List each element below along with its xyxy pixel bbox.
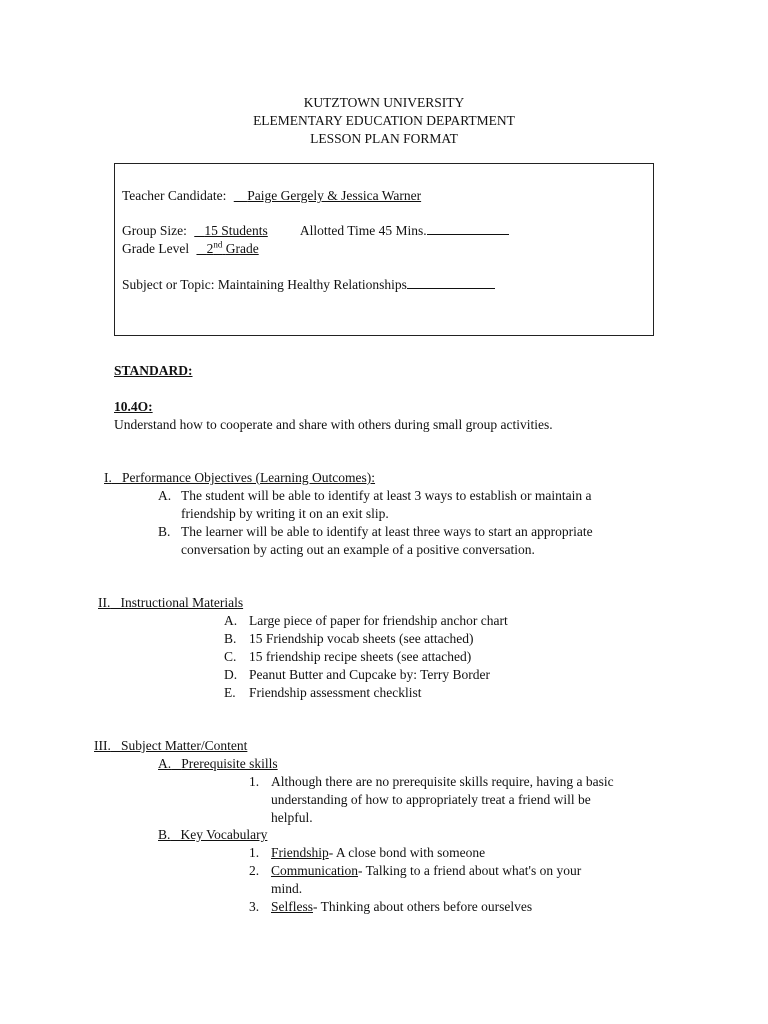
header-department: ELEMENTARY EDUCATION DEPARTMENT: [253, 113, 515, 128]
standard-heading: STANDARD:: [114, 363, 193, 378]
material-text: Friendship assessment checklist: [249, 685, 422, 700]
objective-text: The student will be able to identify at least 3 ways to establish or maintain a: [181, 488, 592, 503]
section2-number: II.: [98, 595, 111, 610]
vocabulary-title: Key Vocabulary: [180, 827, 268, 842]
vocab-marker: 1.: [249, 845, 260, 860]
vocabulary-marker: B.: [158, 827, 171, 842]
objective-marker: A.: [158, 488, 172, 503]
header-format: LESSON PLAN FORMAT: [310, 131, 458, 146]
material-text: Peanut Butter and Cupcake by: Terry Border: [249, 667, 490, 682]
grade-word: Grade: [225, 241, 259, 256]
header-university: KUTZTOWN UNIVERSITY: [303, 95, 465, 110]
grade-row: [122, 240, 315, 258]
vocab-entry: [271, 862, 581, 880]
grade-label: Grade Level: [122, 241, 190, 256]
teacher-label: Teacher Candidate:: [122, 188, 227, 203]
subject-row: [122, 276, 495, 294]
vocab-entry: [271, 844, 485, 862]
prerequisite-heading: [158, 755, 278, 773]
section3-number: III.: [94, 738, 111, 753]
prerequisite-item-text: helpful.: [271, 810, 313, 825]
teacher-name: Paige Gergely & Jessica Warner: [247, 188, 422, 203]
prerequisite-marker: A.: [158, 756, 172, 771]
material-marker: C.: [224, 649, 237, 664]
material-text: 15 friendship recipe sheets (see attached): [249, 649, 472, 664]
vocab-definition: - Thinking about others before ourselves: [313, 899, 533, 914]
material-marker: A.: [224, 613, 238, 628]
section2-heading: [98, 594, 243, 612]
section1-title: Performance Objectives (Learning Outcomes):: [122, 470, 376, 485]
group-size: 15 Students: [204, 223, 268, 238]
vocabulary-heading: [158, 826, 267, 844]
vocab-term: Selfless: [271, 899, 313, 914]
subject-blank: [407, 276, 495, 289]
section1-heading: [104, 469, 375, 487]
teacher-row: [122, 187, 582, 205]
vocab-definition: - A close bond with someone: [328, 845, 486, 860]
material-text: 15 Friendship vocab sheets (see attached): [249, 631, 474, 646]
time-label: Allotted Time 45 Mins.: [299, 223, 427, 238]
group-row: [122, 222, 509, 240]
material-marker: E.: [224, 685, 236, 700]
teacher-value: [234, 187, 582, 205]
objective-text: friendship by writing it on an exit slip.: [181, 506, 389, 521]
group-label: Group Size:: [122, 223, 187, 238]
material-marker: B.: [224, 631, 237, 646]
objective-text: The learner will be able to identify at least three ways to start an appropriate: [181, 524, 593, 539]
vocab-definition: - Talking to a friend about what's on your: [358, 863, 582, 878]
group-value: [194, 222, 297, 240]
material-marker: D.: [224, 667, 238, 682]
prerequisite-item-marker: 1.: [249, 774, 260, 789]
grade-suffix: nd: [213, 239, 223, 250]
vocab-definition-continued: mind.: [271, 881, 303, 896]
objective-text: conversation by acting out an example of a positive conversation.: [181, 542, 535, 557]
vocab-marker: 2.: [249, 863, 260, 878]
standard-code: 10.4O:: [114, 399, 153, 414]
objective-marker: B.: [158, 524, 171, 539]
grade-value: [196, 240, 315, 258]
vocab-entry: [271, 898, 532, 916]
material-text: Large piece of paper for friendship anchor chart: [249, 613, 508, 628]
prerequisite-item-text: Although there are no prerequisite skills require, having a basic: [271, 774, 614, 789]
vocab-marker: 3.: [249, 899, 260, 914]
vocab-term: Friendship: [271, 845, 329, 860]
prerequisite-item-text: understanding of how to appropriately treat a friend will be: [271, 792, 591, 807]
vocab-term: Communication: [271, 863, 358, 878]
time-blank: [427, 222, 509, 235]
section3-heading: [94, 737, 247, 755]
section2-title: Instructional Materials: [120, 595, 244, 610]
standard-text: Understand how to cooperate and share with others during small group activities.: [114, 417, 553, 432]
subject-label: Subject or Topic:: [122, 277, 215, 292]
section1-number: I.: [104, 470, 112, 485]
subject-value: Maintaining Healthy Relationships: [217, 277, 407, 292]
grade-number: 2: [206, 241, 214, 256]
prerequisite-title: Prerequisite skills: [181, 756, 278, 771]
section3-title: Subject Matter/Content: [121, 738, 248, 753]
